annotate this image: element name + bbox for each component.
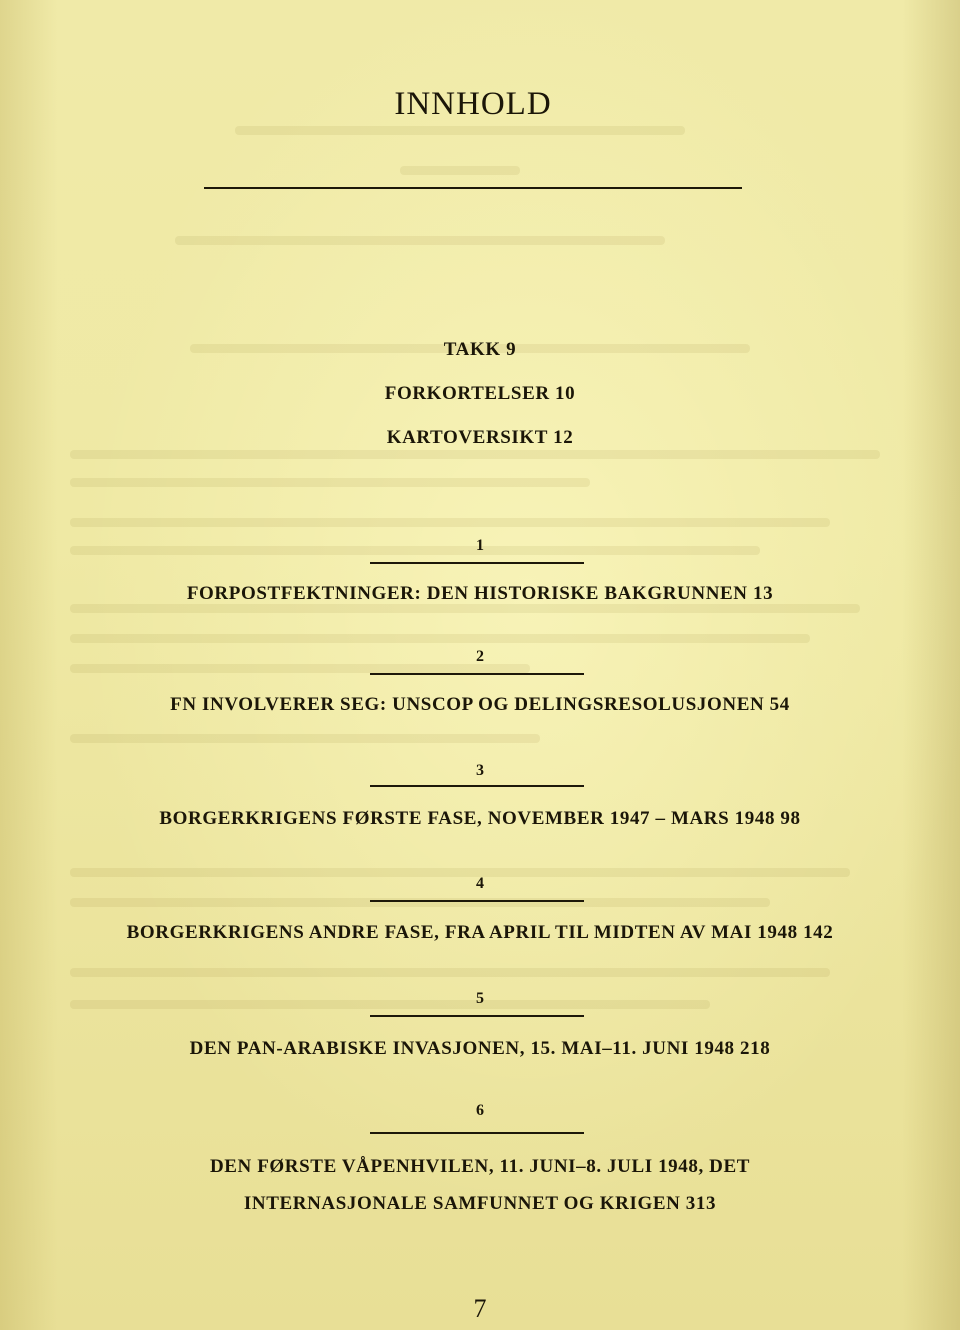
toc-entry-page: 9: [506, 339, 517, 360]
toc-entry-chapter-6[interactable]: [0, 1156, 960, 1178]
chapter-divider: [370, 562, 584, 564]
toc-entry-chapter-4[interactable]: [0, 922, 960, 944]
toc-entry-title: FN INVOLVERER SEG: UNSCOP OG DELINGSRESOLUSJONEN: [170, 694, 765, 715]
page-title: INNHOLD: [394, 86, 552, 122]
toc-entry-chapter-5[interactable]: [0, 1038, 960, 1060]
toc-entry-page: 12: [553, 427, 574, 448]
toc-entry-page: 54: [769, 694, 790, 715]
toc-entry-page: 10: [555, 383, 576, 404]
chapter-divider: [370, 785, 584, 787]
toc-entry-title: TAKK: [443, 339, 501, 360]
toc-entry-chapter-2[interactable]: [0, 694, 960, 716]
toc-entry-title-line-1: DEN FØRSTE VÅPENHVILEN, 11. JUNI–8. JULI 1948, DET: [209, 1156, 751, 1177]
chapter-number: 1: [476, 537, 484, 554]
toc-entry-page: 98: [780, 808, 801, 829]
toc-entry-title: FORKORTELSER: [384, 383, 550, 404]
title-divider: [204, 187, 742, 189]
chapter-number: 3: [476, 762, 484, 779]
toc-entry-chapter-6-continued[interactable]: [0, 1193, 960, 1215]
toc-entry-title: BORGERKRIGENS FØRSTE FASE, NOVEMBER 1947 – MARS 1948: [159, 808, 776, 829]
chapter-number: 5: [476, 990, 484, 1007]
chapter-number: 4: [476, 875, 484, 892]
toc-entry-title-line-2: INTERNASJONALE SAMFUNNET OG KRIGEN: [243, 1193, 681, 1214]
toc-entry-kartoversikt[interactable]: [0, 427, 960, 449]
toc-entry-forkortelser[interactable]: [0, 383, 960, 405]
toc-entry-takk[interactable]: [0, 339, 960, 361]
chapter-number: 6: [476, 1102, 484, 1119]
toc-entry-page: 313: [685, 1193, 717, 1214]
chapter-divider: [370, 673, 584, 675]
toc-entry-page: 142: [803, 922, 834, 943]
toc-entry-title: KARTOVERSIKT: [386, 427, 548, 448]
toc-entry-chapter-3[interactable]: [0, 808, 960, 830]
toc-entry-chapter-1[interactable]: [0, 583, 960, 605]
toc-entry-title: BORGERKRIGENS ANDRE FASE, FRA APRIL TIL MIDTEN AV MAI 1948: [126, 922, 798, 943]
toc-entry-title: DEN PAN-ARABISKE INVASJONEN, 15. MAI–11. JUNI 1948: [189, 1038, 735, 1059]
toc-entry-page: 13: [752, 583, 774, 604]
chapter-divider: [370, 1015, 584, 1017]
chapter-divider: [370, 900, 584, 902]
page-number: 7: [473, 1294, 487, 1323]
chapter-divider: [370, 1132, 584, 1134]
toc-entry-page: 218: [740, 1038, 771, 1059]
chapter-number: 2: [476, 648, 484, 665]
toc-entry-title: FORPOSTFEKTNINGER: DEN HISTORISKE BAKGRUNNEN: [186, 583, 748, 604]
